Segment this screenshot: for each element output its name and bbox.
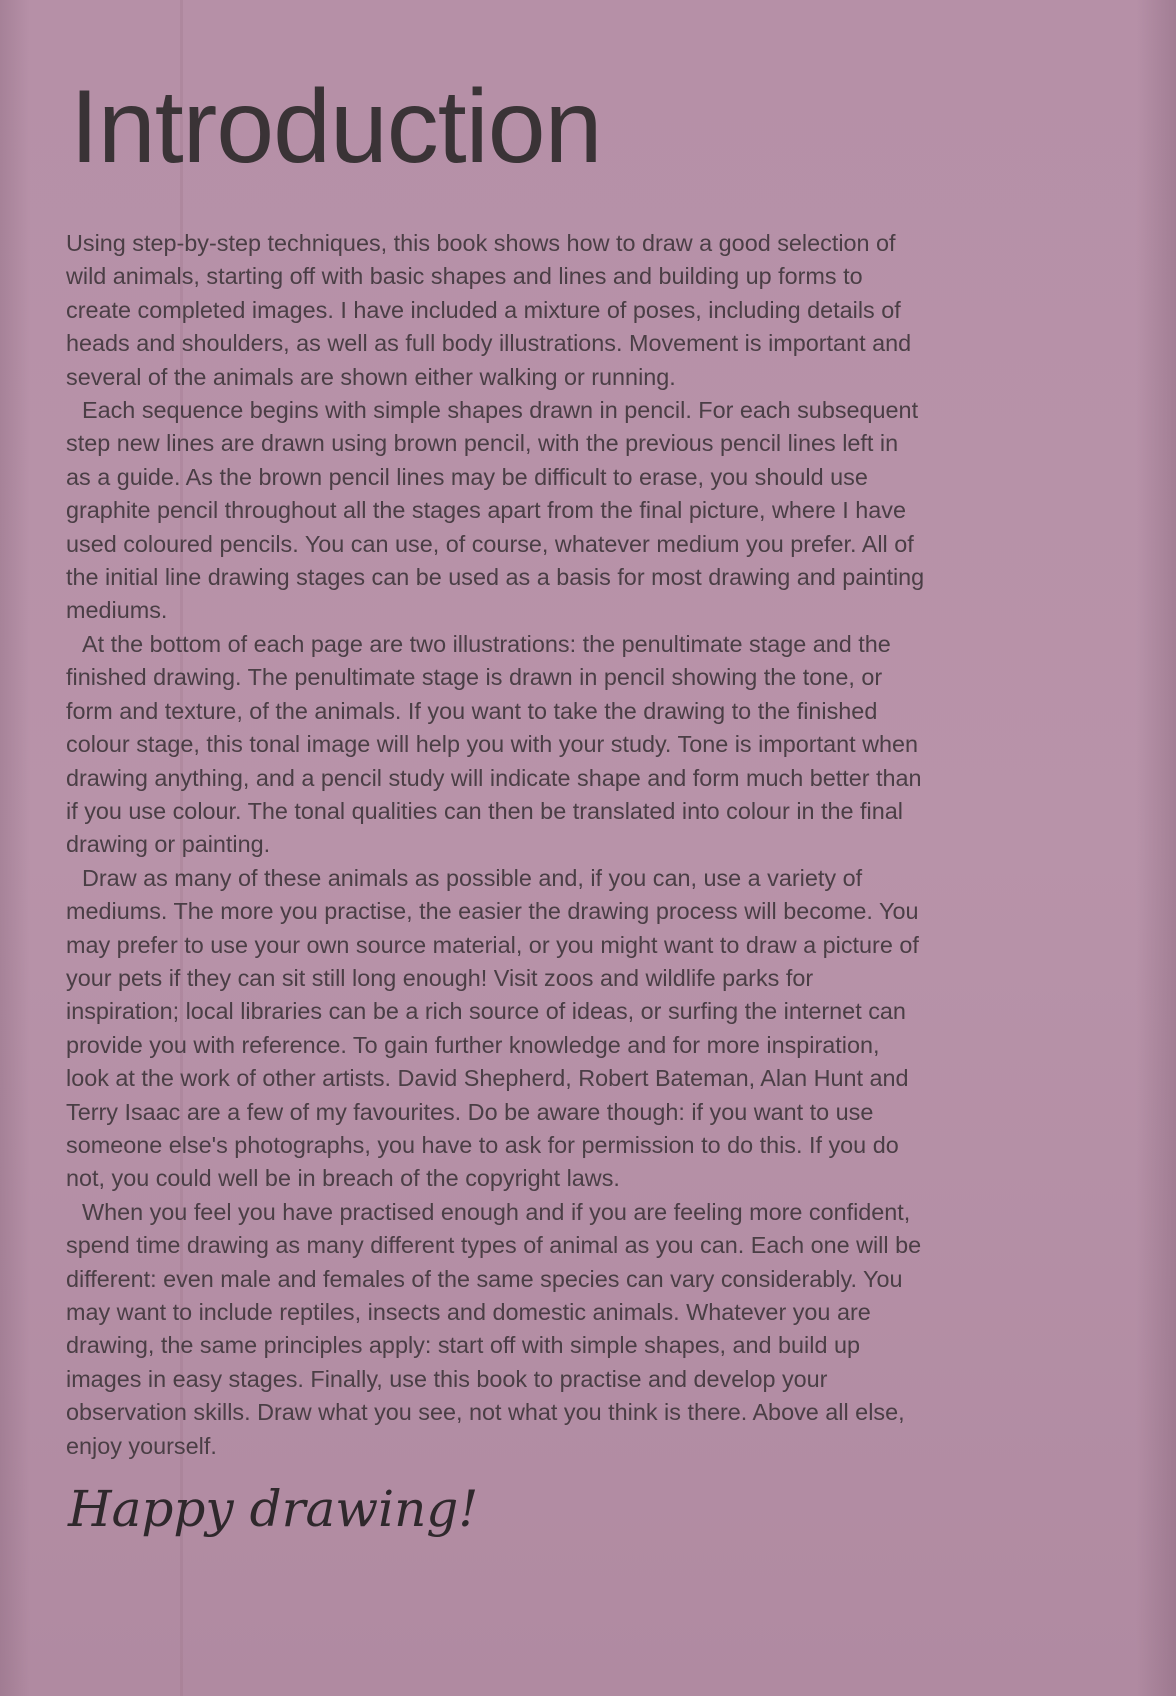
paragraph-3: At the bottom of each page are two illustrations: the penultimate stage and the finished drawing. The penultimate stage is drawn in pencil showing the tone, or form and texture, of the animals. If you want to take the drawing to the finished colour stage, this tonal image will help you with your study. Tone is important when drawing anything, and a pencil study will indicate shape and form much better than if you use colour. The tonal qualities can then be translated into colour in the final drawing or painting. [66,630,922,858]
paragraph-1: Using step-by-step techniques, this book shows how to draw a good selection of wild animals, starting off with basic shapes and lines and building up forms to create completed images. I have included a mixture of poses, including details of heads and shoulders, as well as full body illustrations. Movement is important and several of the animals are shown either walking or running. [66,230,912,390]
page-title: Introduction [70,69,602,185]
paragraph-2: Each sequence begins with simple shapes drawn in pencil. For each subsequent step new lines are drawn using brown pencil, with the previous pencil lines left in as a guide. As the brown pencil lines may be difficult to erase, you should use graphite pencil throughout all the stages apart from the final picture, where I have used coloured pencils. You can use, of course, whatever medium you prefer. All of the initial line drawing stages can be used as a basis for most drawing and painting mediums. [66,397,925,624]
paragraph-5: When you feel you have practised enough and if you are feeling more confident, spend time drawing as many different types of animal as you can. Each one will be different: even male and females of the same species can vary considerably. You may want to include reptiles, insects and domestic animals. Whatever you are drawing, the same principles apply: start off with simple shapes, and build up images in easy stages. Finally, use this book to practise and develop your observation skills. Draw what you see, not what you think is there. Above all else, enjoy yourself. [66,1198,922,1459]
body-text [66,227,926,1463]
paragraph-4: Draw as many of these animals as possible and, if you can, use a variety of mediums. The more you practise, the easier the drawing process will become. You may prefer to use your own source material, or you might want to draw a picture of your pets if they can sit still long enough! Visit zoos and wildlife parks for inspiration; local libraries can be a rich source of ideas, or surfing the internet can provide you with reference. To gain further knowledge and for more inspiration, look at the work of other artists. David Shepherd, Robert Bateman, Alan Hunt and Terry Isaac are a few of my favourites. Do be aware though: if you want to use someone else's photographs, you have to ask for permission to do this. If you do not, you could well be in breach of the copyright laws. [66,864,919,1192]
signoff: Happy drawing! [68,1480,479,1538]
